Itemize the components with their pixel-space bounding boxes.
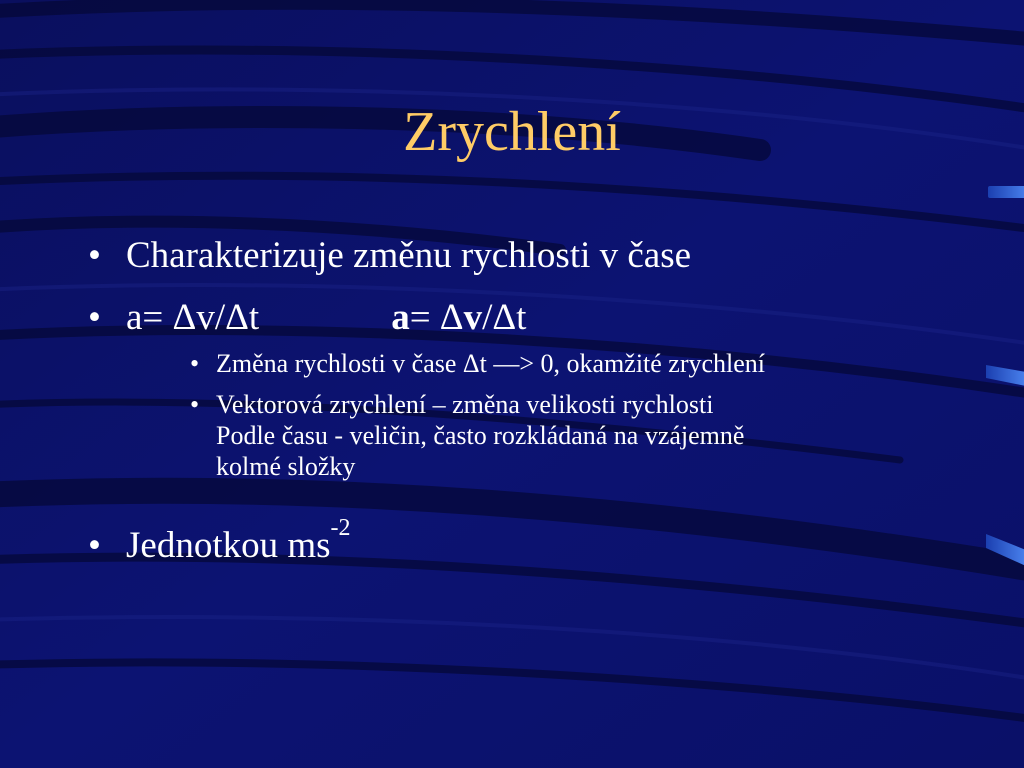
subbullet-icon: • xyxy=(190,349,200,378)
bullet-list xyxy=(88,232,988,570)
formula-vector-v: v xyxy=(463,297,483,338)
subbullet-item-vector xyxy=(190,389,988,482)
slide-title: Zrychlení xyxy=(403,101,621,163)
unit-exponent: -2 xyxy=(330,515,351,541)
formula-scalar: a= Δv/Δt xyxy=(126,297,260,338)
subbullet-item-instantaneous xyxy=(190,348,988,379)
subbullet-text-line1: Vektorová zrychlení – změna velikosti rychlosti xyxy=(216,390,714,419)
bullet-icon: • xyxy=(88,525,101,566)
subbullet-text: Změna rychlosti v čase Δt —> 0, okamžité zrychlení xyxy=(216,349,766,378)
bullet-item-definition xyxy=(88,232,988,280)
subbullet-text-line3: kolmé složky xyxy=(216,452,356,481)
formula-vector-eq: = Δ xyxy=(409,297,464,338)
bullet-item-unit xyxy=(88,515,988,570)
bullet-icon: • xyxy=(88,297,101,338)
bullet-icon: • xyxy=(88,235,101,276)
subbullet-text-line2: Podle času - veličin, často rozkládaná na vzájemně xyxy=(216,421,745,450)
subbullet-icon: • xyxy=(190,390,200,419)
formula-vector-a: a xyxy=(391,297,410,338)
bullet-text: Charakterizuje změnu rychlosti v čase xyxy=(126,235,692,276)
bullet-item-formula xyxy=(88,294,988,342)
formula-vector xyxy=(391,297,526,338)
unit-text: Jednotkou ms xyxy=(126,525,331,566)
formula-vector-rest: /Δt xyxy=(482,297,527,338)
